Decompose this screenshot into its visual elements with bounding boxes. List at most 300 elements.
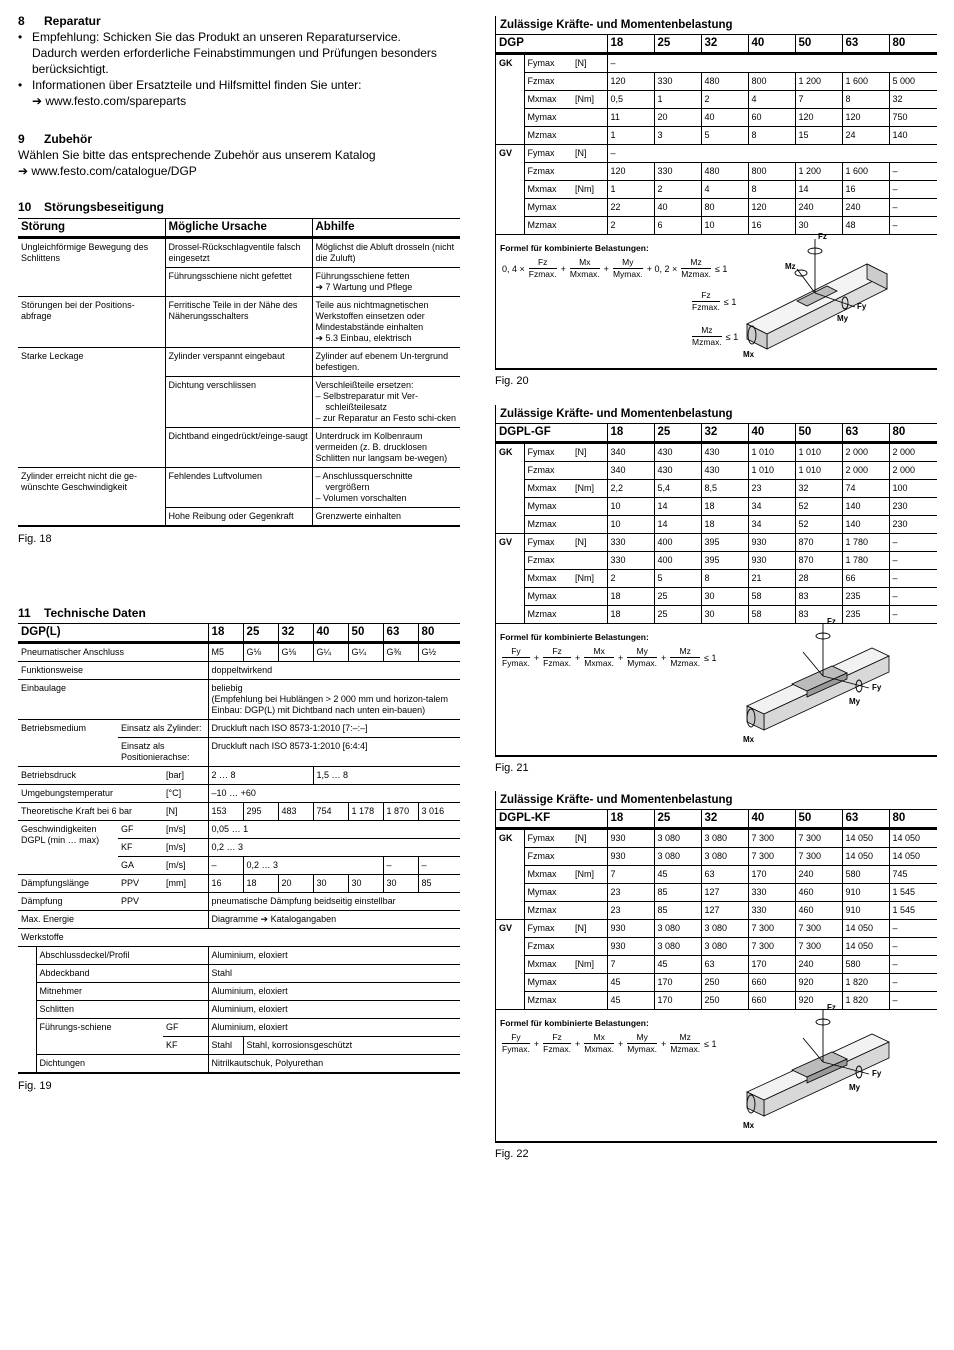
load-value: 400 <box>654 534 701 552</box>
axis-label: Mx <box>743 735 755 744</box>
axis-label: Fy <box>872 683 882 692</box>
load-value: 140 <box>889 127 937 145</box>
techdata-cell: GF <box>118 821 163 839</box>
techdata-row <box>18 785 460 803</box>
load-unit <box>572 199 607 217</box>
load-value: 40 <box>701 109 748 127</box>
load-value: 120 <box>748 199 795 217</box>
section-8 <box>18 14 460 109</box>
axis-label: Fz <box>827 617 836 626</box>
load-quantity: Mxmax <box>524 866 572 884</box>
techdata-cell: Dichtungen <box>36 1055 208 1074</box>
load-row <box>496 54 937 73</box>
load-value: 750 <box>889 109 937 127</box>
load-value: 32 <box>889 91 937 109</box>
load-value: 3 080 <box>654 938 701 956</box>
fraction <box>529 257 557 280</box>
load-value: 7 <box>607 866 654 884</box>
numerator: My <box>627 646 657 658</box>
denominator: Mzmax. <box>670 658 701 668</box>
load-value: 2 <box>607 570 654 588</box>
load-value: 85 <box>654 884 701 902</box>
cell-line: Teile aus nichtmagnetischen Werkstoffen einsetzen oder Mindestabstände einhalten <box>315 300 429 332</box>
techdata-cell: –10 … +60 <box>208 785 460 803</box>
load-unit <box>572 516 607 534</box>
load-value: 3 080 <box>701 848 748 866</box>
load-value: 2 <box>654 181 701 199</box>
operator: + <box>603 263 609 274</box>
techdata-row <box>18 821 460 839</box>
denominator: Fzmax. <box>543 658 572 668</box>
techdata-cell: [m/s] <box>163 857 208 875</box>
operator: + <box>661 1038 667 1049</box>
load-value: 85 <box>654 902 701 920</box>
techdata-cell: Dämpfungslänge <box>18 875 118 893</box>
load-quantity: Fzmax <box>524 552 572 570</box>
techdata-cell: M5 <box>208 643 243 662</box>
load-header-row <box>496 810 937 829</box>
load-value: 5 <box>654 570 701 588</box>
size-header: 25 <box>243 624 278 643</box>
load-value: 330 <box>748 902 795 920</box>
techdata-cell: [N] <box>163 803 208 821</box>
catalogue-link[interactable]: www.festo.com/catalogue/DGP <box>31 164 197 178</box>
size-header: 18 <box>607 810 654 829</box>
load-table-block <box>495 405 937 774</box>
load-value: 1 545 <box>889 884 937 902</box>
load-value: 430 <box>654 462 701 480</box>
cell-line: Hohe Reibung oder Gegenkraft <box>168 511 294 521</box>
load-fig-caption: Fig. 22 <box>495 1148 529 1160</box>
techdata-cell: Betriebsdruck <box>18 767 163 785</box>
load-value: 920 <box>795 974 842 992</box>
load-frame <box>495 791 937 1143</box>
load-value: 1 600 <box>842 163 889 181</box>
abhilfe-cell <box>312 508 460 527</box>
load-row <box>496 920 937 938</box>
load-unit <box>572 217 607 235</box>
denominator: Mzmax. <box>692 337 722 347</box>
techdata-cell: [bar] <box>163 767 208 785</box>
section-8-heading: 8 Reparatur <box>18 14 101 28</box>
col-stoerung: Störung <box>18 219 165 238</box>
load-value: 395 <box>701 552 748 570</box>
load-value: – <box>889 552 937 570</box>
techdata-cell: Nitrilkautschuk, Polyurethan <box>208 1055 460 1074</box>
load-row <box>496 938 937 956</box>
section-10-heading: 10 Störungsbeseitigung <box>18 200 164 214</box>
less-equal: ≤ 1 <box>704 652 717 663</box>
less-equal: ≤ 1 <box>723 296 737 307</box>
cell-line: Dichtung verschlissen <box>168 380 257 390</box>
techdata-cell: 295 <box>243 803 278 821</box>
load-value: 48 <box>842 217 889 235</box>
load-value: 930 <box>748 534 795 552</box>
size-header: 80 <box>418 624 460 643</box>
size-header: 40 <box>748 424 795 443</box>
arrow-right-icon: ➔ <box>18 164 32 178</box>
fraction <box>670 646 700 669</box>
cell-line: Zylinder verspannt eingebaut <box>168 351 285 361</box>
techdata-cell: 2 … 8 <box>208 767 313 785</box>
size-header: 18 <box>607 35 654 54</box>
load-title: Zulässige Kräfte- und Momentenbelastung <box>500 19 733 31</box>
formula-title: Formel für kombinierte Belastungen: <box>500 1018 649 1028</box>
load-row <box>496 145 937 163</box>
load-unit <box>572 884 607 902</box>
fraction <box>692 325 722 348</box>
load-value: 7 300 <box>748 920 795 938</box>
load-value: 930 <box>607 848 654 866</box>
load-value: 60 <box>748 109 795 127</box>
load-model: DGPL-KF <box>496 810 607 829</box>
load-value: 235 <box>842 588 889 606</box>
load-value: – <box>889 974 937 992</box>
load-unit <box>572 109 607 127</box>
load-value: 2 000 <box>842 462 889 480</box>
techdata-cell: 1 870 <box>383 803 418 821</box>
load-quantity: Fymax <box>524 829 572 848</box>
techdata-cell: [m/s] <box>163 821 208 839</box>
techdata-row <box>18 911 460 929</box>
techdata-cell: Geschwindigkeiten DGPL (min … max) <box>18 821 118 875</box>
techdata-cell: 85 <box>418 875 460 893</box>
techdata-cell <box>18 1019 36 1055</box>
axis-label: Mz <box>785 262 796 271</box>
size-header: 40 <box>313 624 348 643</box>
techdata-row <box>18 965 460 983</box>
load-value: 22 <box>607 199 654 217</box>
cell-line: Zylinder auf ebenem Un-tergrund befestigen. <box>315 351 449 372</box>
ursache-cell <box>165 428 312 468</box>
techdata-row <box>18 893 460 911</box>
techdata-cell: Mitnehmer <box>36 983 208 1001</box>
numerator: Fz <box>543 1032 571 1044</box>
load-value: 14 <box>654 498 701 516</box>
load-unit: [Nm] <box>572 480 607 498</box>
techdata-cell: Aluminium, eloxiert <box>208 947 460 965</box>
load-value: 8,5 <box>701 480 748 498</box>
abhilfe-cell <box>312 377 460 428</box>
section-11-heading: 11 Technische Daten <box>18 606 146 620</box>
formula-title: Formel für kombinierte Belastungen: <box>500 632 649 642</box>
load-frame <box>495 405 937 757</box>
load-unit: [N] <box>572 829 607 848</box>
guide-group-label: GV <box>496 920 524 1010</box>
load-value: 430 <box>701 462 748 480</box>
ursache-cell <box>165 377 312 428</box>
load-value: 14 050 <box>842 829 889 848</box>
denominator: Mymax. <box>612 269 643 279</box>
load-value: 8 <box>701 570 748 588</box>
abhilfe-cell <box>312 468 460 508</box>
operator: + <box>533 652 540 663</box>
load-value: 2,2 <box>607 480 654 498</box>
load-value: 1 200 <box>795 73 842 91</box>
load-value: 120 <box>795 109 842 127</box>
load-value: – <box>889 956 937 974</box>
techdata-cell: 0,2 … 3 <box>243 857 383 875</box>
load-value: – <box>889 938 937 956</box>
operator: + <box>560 263 566 274</box>
denominator: Mxmax. <box>569 269 600 279</box>
denominator: Fymax. <box>502 658 530 668</box>
section-9 <box>18 132 460 179</box>
load-value: 140 <box>842 516 889 534</box>
einbau-note: (Empfehlung bei Hublängen > 2 000 mm und horizon-talem Einbau: DGP(L) mit Dichtband nach unten ein-bauen) <box>211 694 448 715</box>
size-header: 25 <box>654 35 701 54</box>
load-table-block <box>495 791 937 1160</box>
load-value: 1 780 <box>842 534 889 552</box>
abhilfe-cell <box>312 348 460 377</box>
stoerung-cell: Störungen bei der Positions-abfrage <box>18 297 165 348</box>
section-10 <box>18 200 460 545</box>
fraction <box>692 290 720 313</box>
techdata-cell: G½ <box>418 643 460 662</box>
size-header: 40 <box>748 810 795 829</box>
cell-line: Verschleißteile ersetzen: <box>315 380 414 390</box>
load-value: – <box>607 54 937 73</box>
load-value: 910 <box>842 902 889 920</box>
load-value: 660 <box>748 974 795 992</box>
techdata-cell: 0,05 … 1 <box>208 821 460 839</box>
techdata-cell: GA <box>118 857 163 875</box>
load-value: 34 <box>748 516 795 534</box>
load-frame <box>495 16 937 370</box>
load-value: 45 <box>654 956 701 974</box>
load-value: 20 <box>654 109 701 127</box>
load-unit: [Nm] <box>572 91 607 109</box>
load-quantity: Mxmax <box>524 91 572 109</box>
load-unit: [N] <box>572 54 607 73</box>
cylinder-illustration <box>737 1002 907 1130</box>
techdata-header <box>18 624 460 643</box>
load-value: 235 <box>842 606 889 624</box>
einbau-value: beliebig <box>211 683 243 693</box>
load-value: 800 <box>748 73 795 91</box>
axis-label: Fz <box>827 1003 836 1012</box>
load-quantity: Mzmax <box>524 127 572 145</box>
load-row <box>496 199 937 217</box>
techdata-cell: PPV <box>118 893 208 911</box>
axis-load-diagram <box>737 1002 907 1135</box>
size-header: 50 <box>795 424 842 443</box>
formula-title: Formel für kombinierte Belastungen: <box>500 243 649 253</box>
load-value: 1 545 <box>889 902 937 920</box>
load-unit <box>572 848 607 866</box>
load-value: 18 <box>701 516 748 534</box>
techdata-row <box>18 643 460 662</box>
load-value: 930 <box>748 552 795 570</box>
abhilfe-cell <box>312 268 460 297</box>
load-value: 3 <box>654 127 701 145</box>
load-value: 2 <box>607 217 654 235</box>
load-row <box>496 91 937 109</box>
techdata-cell: PPV <box>118 875 163 893</box>
load-quantity: Fymax <box>524 145 572 163</box>
fraction <box>502 646 530 669</box>
load-value: 23 <box>748 480 795 498</box>
load-value: – <box>889 163 937 181</box>
load-header-row <box>496 35 937 54</box>
load-row <box>496 884 937 902</box>
techdata-cell: 20 <box>278 875 313 893</box>
load-value: 340 <box>607 462 654 480</box>
load-value: 40 <box>654 199 701 217</box>
load-quantity: Mzmax <box>524 606 572 624</box>
load-value: – <box>889 181 937 199</box>
technical-data-table <box>18 623 460 1074</box>
cell-line: Führungsschiene nicht gefettet <box>168 271 292 281</box>
load-value: 930 <box>607 938 654 956</box>
load-quantity: Fzmax <box>524 938 572 956</box>
load-value: 28 <box>795 570 842 588</box>
troubleshooting-row <box>18 297 460 348</box>
load-value: 18 <box>607 588 654 606</box>
load-value: 52 <box>795 498 842 516</box>
load-value: 2 000 <box>889 443 937 462</box>
load-quantity: Fzmax <box>524 73 572 91</box>
load-value: 30 <box>701 588 748 606</box>
size-header: 50 <box>348 624 383 643</box>
techdata-row <box>18 1001 460 1019</box>
numerator: Mz <box>670 1032 700 1044</box>
load-value: 330 <box>654 163 701 181</box>
denominator: Mzmax. <box>670 1044 701 1054</box>
load-unit <box>572 462 607 480</box>
arrow-right-icon: ➔ <box>32 94 46 108</box>
techdata-cell: Aluminium, eloxiert <box>208 1001 460 1019</box>
load-value: 80 <box>701 199 748 217</box>
techdata-cell: 483 <box>278 803 313 821</box>
load-value: 6 <box>654 217 701 235</box>
cell-line: ➔ 5.3 Einbau, elektrisch <box>315 333 412 343</box>
numerator: Mz <box>681 257 711 269</box>
axis-load-diagram <box>737 616 907 749</box>
cell-line: Möglichst die Abluft drosseln (nicht die Zuluft) <box>315 242 455 263</box>
cell-line: – Selbstreparatur mit Ver-schleißteilesatz <box>315 391 419 412</box>
techdata-cell: Stahl <box>208 965 460 983</box>
techdata-row <box>18 1019 460 1037</box>
load-value: 870 <box>795 552 842 570</box>
load-value: 127 <box>701 884 748 902</box>
techdata-cell: 1 178 <box>348 803 383 821</box>
load-value: 745 <box>889 866 937 884</box>
fraction <box>613 257 643 280</box>
load-unit: [N] <box>572 145 607 163</box>
load-value: 930 <box>607 829 654 848</box>
load-quantity: Mzmax <box>524 516 572 534</box>
stoerung-cell: Ungleichförmige Bewegung des Schlittens <box>18 238 165 297</box>
load-quantity: Fymax <box>524 443 572 462</box>
load-value: 3 080 <box>701 920 748 938</box>
load-table-block <box>495 16 937 387</box>
load-value: 45 <box>607 974 654 992</box>
cylinder-illustration <box>737 616 907 744</box>
load-value: 170 <box>654 992 701 1010</box>
techdata-cell: 0,2 … 3 <box>208 839 460 857</box>
fraction <box>543 1032 571 1055</box>
load-row <box>496 829 937 848</box>
load-quantity: Mxmax <box>524 956 572 974</box>
ursache-cell <box>165 238 312 268</box>
load-table <box>496 34 937 235</box>
ursache-cell <box>165 297 312 348</box>
ursache-cell <box>165 508 312 527</box>
load-unit <box>572 163 607 181</box>
load-value: 32 <box>795 480 842 498</box>
load-row <box>496 109 937 127</box>
load-unit <box>572 552 607 570</box>
load-value: 7 300 <box>795 829 842 848</box>
axis-label: My <box>849 697 861 706</box>
techdata-cell: Aluminium, eloxiert <box>208 1019 460 1037</box>
numerator: Fz <box>692 290 720 302</box>
load-value: 7 300 <box>748 829 795 848</box>
load-value: 18 <box>701 498 748 516</box>
load-unit: [Nm] <box>572 570 607 588</box>
load-row <box>496 848 937 866</box>
load-value: 330 <box>748 884 795 902</box>
load-value: 1 010 <box>748 462 795 480</box>
section-11 <box>18 606 460 1092</box>
load-value: 25 <box>654 588 701 606</box>
abhilfe-cell <box>312 238 460 268</box>
load-value: – <box>889 992 937 1010</box>
techdata-cell: [°C] <box>163 785 208 803</box>
load-row <box>496 570 937 588</box>
load-value: 2 000 <box>842 443 889 462</box>
load-value: 7 <box>795 91 842 109</box>
load-value: 63 <box>701 866 748 884</box>
load-value: 330 <box>607 552 654 570</box>
load-quantity: Fymax <box>524 534 572 552</box>
load-value: 240 <box>795 866 842 884</box>
spareparts-link[interactable]: www.festo.com/spareparts <box>45 94 187 108</box>
load-quantity: Mxmax <box>524 570 572 588</box>
load-row <box>496 516 937 534</box>
load-row <box>496 127 937 145</box>
col-ursache: Mögliche Ursache <box>165 219 312 238</box>
techdata-cell: Aluminium, eloxiert <box>208 983 460 1001</box>
abhilfe-cell <box>312 428 460 468</box>
size-header: 63 <box>842 35 889 54</box>
load-row <box>496 181 937 199</box>
operator: + <box>618 1038 624 1049</box>
load-value: 250 <box>701 974 748 992</box>
load-value: – <box>889 570 937 588</box>
load-value: 2 <box>701 91 748 109</box>
axis-label: Mx <box>743 1121 755 1130</box>
col-abhilfe: Abhilfe <box>312 219 460 238</box>
techdata-cell: Druckluft nach ISO 8573-1:2010 [7:–:–] <box>208 720 460 738</box>
load-value: 34 <box>748 498 795 516</box>
load-value: 7 <box>607 956 654 974</box>
load-value: 127 <box>701 902 748 920</box>
cell-line: Fehlendes Luftvolumen <box>168 471 263 481</box>
fraction <box>584 646 614 669</box>
load-value: 430 <box>654 443 701 462</box>
load-value: 45 <box>607 992 654 1010</box>
techdata-cell <box>18 965 36 983</box>
techdata-cell: KF <box>163 1037 208 1055</box>
load-quantity: Mymax <box>524 884 572 902</box>
load-unit <box>572 73 607 91</box>
load-value: 14 <box>654 516 701 534</box>
techdata-cell: G⅜ <box>383 643 418 662</box>
techdata-cell: doppeltwirkend <box>208 662 460 680</box>
size-header: 40 <box>748 35 795 54</box>
